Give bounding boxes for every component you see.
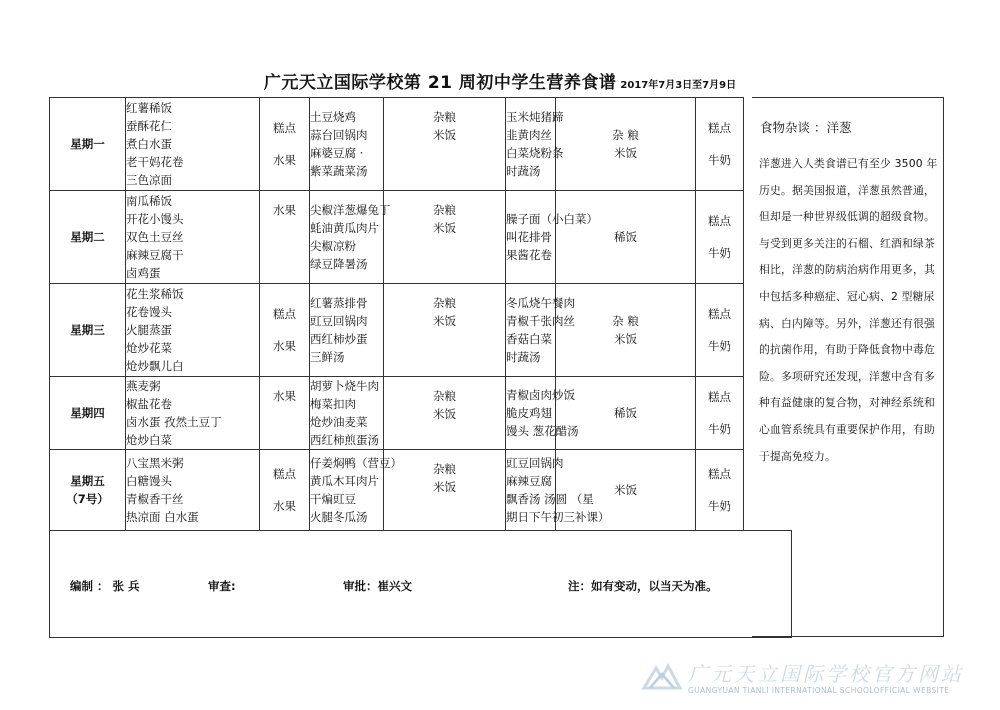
label-text: 杂粮 xyxy=(433,296,456,310)
label-text: 水果 xyxy=(273,499,296,513)
dish-item: 椒盐花卷 xyxy=(126,397,172,411)
label-text: 糕点 xyxy=(273,121,296,135)
dish-item: 白糖馒头 xyxy=(126,474,172,488)
dinner-cell xyxy=(506,377,579,450)
menu-row xyxy=(50,98,792,191)
dinner-cell xyxy=(506,98,564,191)
label-text: 牛奶 xyxy=(708,246,731,260)
snack-cell xyxy=(260,191,310,284)
dish-item: 麻辣豆腐 xyxy=(506,474,552,488)
food-talk-text: 洋葱进入人类食谱已有至少 3500 年历史。据美国报道，洋葱虽然普通，但却是一种世界级低调的超级食物。与受到更多关注的石榴、红酒和绿茶相比，洋葱的防病治病作用更多，其中包括多种癌症、冠心病、2 型糖尿病、白内障等。另外，洋葱还有很强的抗菌作用，有助于降低食物中毒危险。多项研究还发现，洋葱中含有多种有益健康的复合物，对神经系统和心血管系统具有重要保护作用，有助于提高免疫力。 xyxy=(759,157,938,463)
document-title: 广元天立国际学校第 21 周初中学生营养食谱 xyxy=(263,73,617,93)
breakfast-cell xyxy=(126,98,260,191)
label-text: 稀饭 xyxy=(614,230,637,244)
dish-item: 脆皮鸡翅 xyxy=(506,406,552,420)
dish-item: 双色土豆丝 xyxy=(126,230,184,244)
dish-item: 果酱花卷 xyxy=(506,248,552,262)
label-text: 杂粮 xyxy=(433,203,456,217)
lunch-cell xyxy=(310,450,402,531)
dish-item: 红薯蒸排骨 xyxy=(310,296,368,310)
day-name: 星期一 xyxy=(70,137,105,151)
menu-row xyxy=(50,191,792,284)
dish-item: 西红柿煎蛋汤 xyxy=(310,433,379,447)
dish-item: 煮白水蛋 xyxy=(126,137,172,151)
dish-item: 红薯稀饭 xyxy=(126,101,172,115)
spacer xyxy=(260,483,309,497)
dish-item: 香菇白菜 xyxy=(506,332,552,346)
label-text: 牛奶 xyxy=(708,499,731,513)
dish-item: 蒜台回锅肉 xyxy=(310,128,368,142)
note-label: 注：如有变动，以当天为准。 xyxy=(568,579,718,593)
food-talk-title: 食物杂谈 ：洋葱 xyxy=(760,120,852,135)
dish-item: 梅菜扣肉 xyxy=(310,397,356,411)
snack-cell xyxy=(260,377,310,450)
dish-item: 卤水蛋 孜然土豆丁 xyxy=(126,415,222,429)
dish-item: 叫花排骨 xyxy=(506,230,552,244)
day-cell xyxy=(50,450,126,531)
spacer xyxy=(696,230,743,244)
dish-item: 干煸豇豆 xyxy=(310,492,356,506)
food-talk-panel xyxy=(752,97,944,637)
label-text: 米饭 xyxy=(614,332,637,346)
label-text: 牛奶 xyxy=(708,422,731,436)
evening-snack-cell xyxy=(696,377,744,450)
label-text: 杂粮 xyxy=(433,462,456,476)
lunch-cell xyxy=(310,377,384,450)
lunch-cell xyxy=(310,98,384,191)
snack-cell xyxy=(260,98,310,191)
label-text: 糕点 xyxy=(273,307,296,321)
date-range: 2017年7月3日至7月9日 xyxy=(620,80,737,91)
dinner-staple-cell xyxy=(556,284,696,377)
dish-item: 蚝油黄瓜肉片 xyxy=(310,221,379,235)
dinner-cell xyxy=(506,450,610,531)
dish-item: 开花小馒头 xyxy=(126,212,184,226)
snack-cell xyxy=(260,284,310,377)
label-text: 米饭 xyxy=(433,480,456,494)
watermark-en: GUANGYUAN TIANLI INTERNATIONAL SCHOOLOFFICIAL WEBSITE xyxy=(688,686,950,695)
reviewer-label: 审查: xyxy=(208,579,236,593)
label-text: 糕点 xyxy=(708,467,731,481)
dish-item: 白菜烧粉条 xyxy=(506,146,564,160)
menu-title xyxy=(0,68,1000,93)
dish-item: 西红柿炒蛋 xyxy=(310,332,368,346)
label-text: 杂粮 xyxy=(433,389,456,403)
label-text: 米饭 xyxy=(614,146,637,160)
evening-snack-cell xyxy=(696,191,744,284)
dish-item: 炝炒白菜 xyxy=(126,433,172,447)
day-cell xyxy=(50,284,126,377)
label-text: 糕点 xyxy=(708,214,731,228)
evening-snack-cell xyxy=(696,450,744,531)
school-watermark xyxy=(640,656,990,702)
dish-item: 青椒香干丝 xyxy=(126,492,184,506)
editor-label: 编制 ： 张 兵 xyxy=(70,579,140,593)
dinner-cell xyxy=(506,284,575,377)
label-text: 水果 xyxy=(273,153,296,167)
footer-row xyxy=(50,531,792,638)
dish-item: 三鲜汤 xyxy=(310,350,345,364)
evening-snack-cell xyxy=(696,284,744,377)
dish-item: 土豆烧鸡 xyxy=(310,110,356,124)
label-text: 水果 xyxy=(273,203,296,217)
dish-item: 时蔬汤 xyxy=(506,350,541,364)
dish-item: 期日下午初三补课） xyxy=(506,510,610,524)
dish-item: 玉米炖猪蹄 xyxy=(506,110,564,124)
label-text: 糕点 xyxy=(708,390,731,404)
day-name: 星期四 xyxy=(70,406,105,420)
dish-item: 紫菜蔬菜汤 xyxy=(310,164,368,178)
lunch-cell xyxy=(310,284,384,377)
day-cell xyxy=(50,191,126,284)
dish-item: 三色凉面 xyxy=(126,173,172,187)
dish-item: 胡萝卜烧牛肉 xyxy=(310,379,379,393)
label-text: 杂粮 xyxy=(433,110,456,124)
evening-snack-cell xyxy=(696,98,744,191)
label-text: 米饭 xyxy=(433,221,456,235)
label-text: 杂 粮 xyxy=(612,128,639,142)
label-text: 糕点 xyxy=(273,467,296,481)
watermark-cn: 广元天立国际学校官方网站 xyxy=(688,662,964,686)
label-text: 水果 xyxy=(273,339,296,353)
dinner-staple-cell xyxy=(556,377,696,450)
label-text: 糕点 xyxy=(708,121,731,135)
dish-item: 八宝黑米粥 xyxy=(126,456,184,470)
dish-item: 热凉面 白水蛋 xyxy=(126,510,199,524)
day-subtitle: （7号） xyxy=(66,492,109,506)
dish-item: 臊子面（小白菜） xyxy=(506,212,598,226)
breakfast-cell xyxy=(126,191,260,284)
dish-item: 火腿冬瓜汤 xyxy=(310,510,368,524)
dish-item: 炝炒油麦菜 xyxy=(310,415,368,429)
dish-item: 南瓜稀饭 xyxy=(126,194,172,208)
day-name: 星期二 xyxy=(70,230,105,244)
label-text: 杂 粮 xyxy=(612,314,639,328)
dish-item: 蚕酥花仁 xyxy=(126,119,172,133)
dinner-cell xyxy=(506,191,598,284)
dish-item: 燕麦粥 xyxy=(126,379,161,393)
lunch-staple-cell xyxy=(384,191,506,284)
menu-row xyxy=(50,450,792,531)
dish-item: 仔姜焖鸭（营豆） xyxy=(310,456,402,470)
day-cell xyxy=(50,377,126,450)
label-text: 米饭 xyxy=(614,483,637,497)
snack-cell xyxy=(260,450,310,531)
dish-item: 炝炒飘儿白 xyxy=(126,359,184,373)
approver-label: 审批：崔兴文 xyxy=(343,579,412,593)
spacer xyxy=(696,483,743,497)
menu-row xyxy=(50,284,792,377)
breakfast-cell xyxy=(126,377,260,450)
spacer xyxy=(260,137,309,151)
dish-item: 火腿蒸蛋 xyxy=(126,323,172,337)
label-text: 牛奶 xyxy=(708,339,731,353)
dish-item: 花卷馒头 xyxy=(126,305,172,319)
dish-item: 炝炒花菜 xyxy=(126,341,172,355)
dish-item: 黄瓜木耳肉片 xyxy=(310,474,379,488)
dish-item: 韭黄肉丝 xyxy=(506,128,552,142)
dish-item: 豇豆回锅肉 xyxy=(310,314,368,328)
dish-item: 绿豆降暑汤 xyxy=(310,257,368,271)
dish-item: 青椒卤肉炒饭 xyxy=(506,388,575,402)
school-logo-icon xyxy=(640,658,684,698)
dinner-staple-cell xyxy=(556,98,696,191)
dish-item: 尖椒凉粉 xyxy=(310,239,356,253)
dish-item: 青椒千张肉丝 xyxy=(506,314,575,328)
dish-item: 老干妈花卷 xyxy=(126,155,184,169)
breakfast-cell xyxy=(126,450,260,531)
dish-item: 花生浆稀饭 xyxy=(126,287,184,301)
spacer xyxy=(260,323,309,337)
dish-item: 飘香汤 汤圆 （星 xyxy=(506,492,594,506)
menu-row xyxy=(50,377,792,450)
breakfast-cell xyxy=(126,284,260,377)
label-text: 米饭 xyxy=(433,128,456,142)
day-cell xyxy=(50,98,126,191)
lunch-cell xyxy=(310,191,391,284)
lunch-staple-cell xyxy=(384,284,506,377)
dish-item: 豇豆回锅肉 xyxy=(506,456,564,470)
dish-item: 馒头 葱花醋汤 xyxy=(506,424,579,438)
label-text: 糕点 xyxy=(708,307,731,321)
spacer xyxy=(696,406,743,420)
dish-item: 时蔬汤 xyxy=(506,164,541,178)
dish-item: 卤鸡蛋 xyxy=(126,266,161,280)
spacer xyxy=(696,323,743,337)
label-text: 米饭 xyxy=(433,407,456,421)
dish-item: 麻辣豆腐干 xyxy=(126,248,184,262)
dinner-staple-cell xyxy=(556,191,696,284)
day-name: 星期三 xyxy=(70,323,105,337)
lunch-staple-cell xyxy=(384,377,506,450)
dish-item: 麻婆豆腐 · xyxy=(310,146,364,160)
lunch-staple-cell xyxy=(384,98,506,191)
menu-table xyxy=(49,97,792,638)
day-name: 星期五 xyxy=(70,474,105,488)
label-text: 稀饭 xyxy=(614,406,637,420)
dish-item: 尖椒洋葱爆兔丁 xyxy=(310,203,391,217)
spacer xyxy=(696,137,743,151)
label-text: 牛奶 xyxy=(708,153,731,167)
label-text: 米饭 xyxy=(433,314,456,328)
label-text: 水果 xyxy=(273,389,296,403)
dish-item: 冬瓜烧午餐肉 xyxy=(506,296,575,310)
